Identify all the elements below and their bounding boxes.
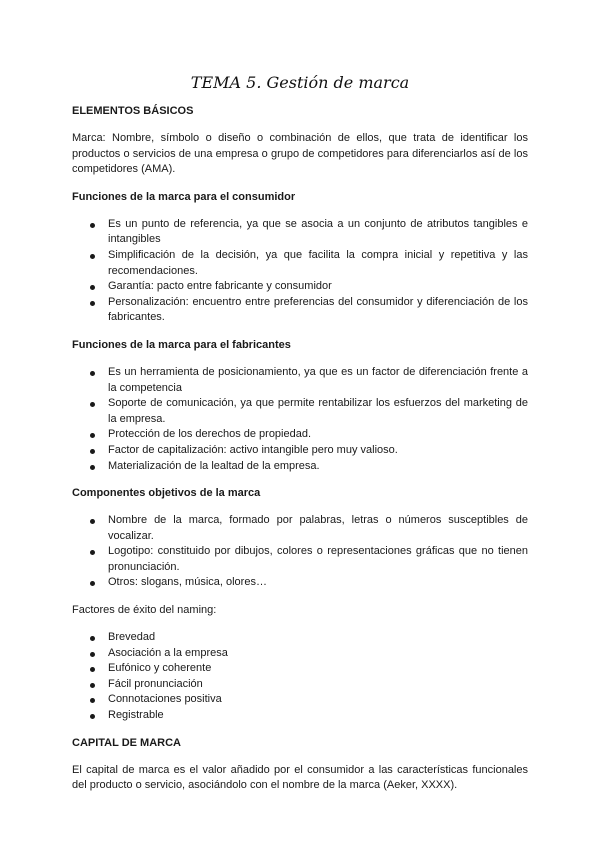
list-item: Logotipo: constituido por dibujos, colores o representaciones gráficas que no tienen pronunciación. [72,544,528,575]
list-fabricantes [72,365,528,474]
bullet-icon [90,652,95,657]
list-naming [72,630,528,724]
list-item: Nombre de la marca, formado por palabras, letras o números susceptibles de vocalizar. [72,513,528,544]
bullet-icon [90,371,95,376]
list-item: Connotaciones positiva [72,692,528,708]
heading-naming: Factores de éxito del naming: [72,604,217,617]
bullet-icon [90,636,95,641]
bullet-icon [90,698,95,703]
bullet-icon [90,285,95,290]
heading-consumidor: Funciones de la marca para el consumidor [72,190,296,203]
list-item: Protección de los derechos de propiedad. [72,427,528,443]
bullet-icon [90,683,95,688]
bullet-icon [90,254,95,259]
bullet-icon [90,714,95,719]
heading-componentes: Componentes objetivos de la marca [72,487,261,500]
document-body [72,104,528,806]
bullet-icon [90,301,95,306]
bullet-icon [90,581,95,586]
list-item: Factor de capitalización: activo intangible pero muy valioso. [72,443,528,459]
list-item: Asociación a la empresa [72,646,528,662]
list-componentes [72,513,528,591]
list-item: Simplificación de la decisión, ya que facilita la compra inicial y repetitiva y las recomendaciones. [72,248,528,279]
list-item: Garantía: pacto entre fabricante y consumidor [72,279,528,295]
list-item: Otros: slogans, música, olores… [72,575,528,591]
list-item: Soporte de comunicación, ya que permite rentabilizar los esfuerzos del marketing de la empresa. [72,396,528,427]
document-title: TEMA 5. Gestión de marca [190,73,410,92]
bullet-icon [90,667,95,672]
bullet-icon [90,402,95,407]
heading-fabricantes: Funciones de la marca para el fabricantes [72,338,291,351]
list-item: Es un punto de referencia, ya que se asocia a un conjunto de atributos tangibles e intangibles [72,217,528,248]
list-item: Es un herramienta de posicionamiento, ya que es un factor de diferenciación frente a la competencia [72,365,528,396]
list-item: Materialización de la lealtad de la empresa. [72,459,528,475]
bullet-icon [90,433,95,438]
list-item: Fácil pronunciación [72,677,528,693]
capital-definition: El capital de marca es el valor añadido por el consumidor a las características funcionales del producto o servicio, asociándolo con el nombre de la marca (Aeker, XXXX). [72,763,528,792]
list-consumidor [72,217,528,326]
section-heading-elementos: ELEMENTOS BÁSICOS [72,105,194,117]
bullet-icon [90,449,95,454]
list-item: Registrable [72,708,528,724]
bullet-icon [90,550,95,555]
list-item: Eufónico y coherente [72,661,528,677]
marca-definition: Marca: Nombre, símbolo o diseño o combinación de ellos, que trata de identificar los productos o servicios de una empresa o grupo de competidores para diferenciarlos así de los competidores (AMA). [72,132,528,176]
section-heading-capital: CAPITAL DE MARCA [72,736,181,749]
bullet-icon [90,465,95,470]
list-item: Brevedad [72,630,528,646]
bullet-icon [90,519,95,524]
bullet-icon [90,223,95,228]
list-item: Personalización: encuentro entre preferencias del consumidor y diferenciación de los fabricantes. [72,295,528,326]
